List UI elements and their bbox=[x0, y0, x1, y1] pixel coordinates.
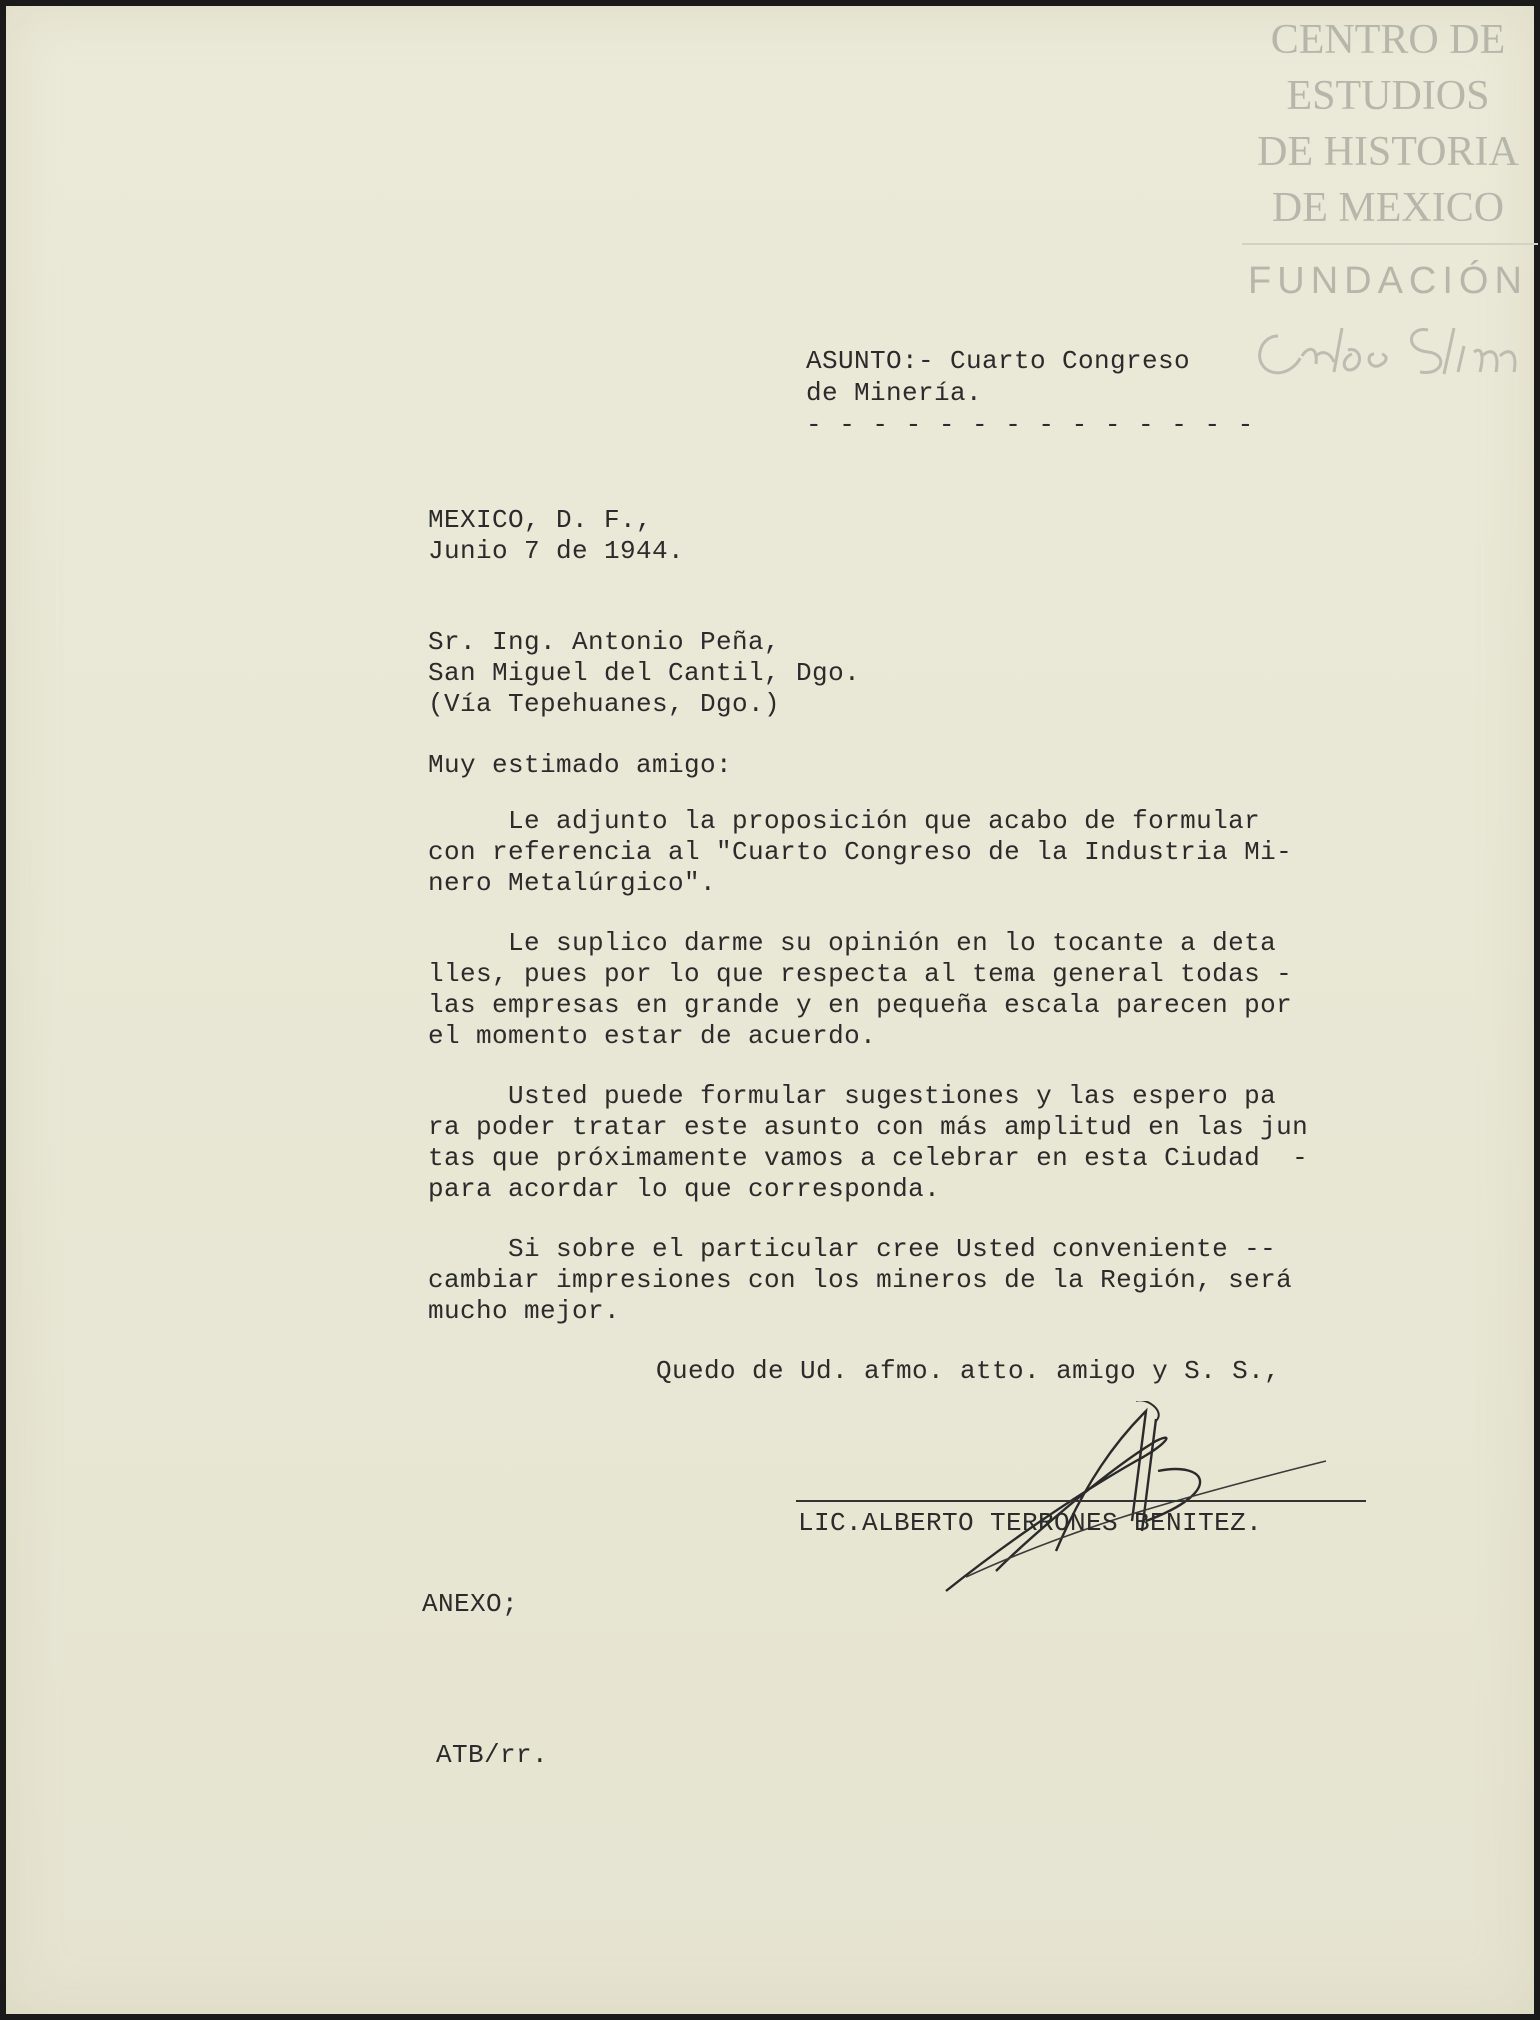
signer-name: LIC.ALBERTO TERRONES BENITEZ. bbox=[798, 1508, 1263, 1538]
body-line: ra poder tratar este asunto con más amplitud en las jun bbox=[428, 1112, 1309, 1142]
stamp-divider bbox=[1242, 243, 1538, 245]
body-line: lles, pues por lo que respecta al tema general todas - bbox=[428, 959, 1293, 989]
body-line: cambiar impresiones con los mineros de la Región, será bbox=[428, 1265, 1293, 1295]
recipient-line: San Miguel del Cantil, Dgo. bbox=[428, 658, 861, 688]
stamp-signature-logo bbox=[1238, 306, 1538, 396]
date-line: MEXICO, D. F., bbox=[428, 505, 653, 535]
reference-initials: ATB/rr. bbox=[436, 1740, 549, 1770]
stamp-line: DE MEXICO bbox=[1271, 185, 1505, 231]
recipient-line: (Vía Tepehuanes, Dgo.) bbox=[428, 689, 781, 719]
enclosure-note: ANEXO; bbox=[422, 1589, 519, 1619]
body-line: las empresas en grande y en pequeña escala parecen por bbox=[428, 990, 1293, 1020]
subject-line: de Minería. bbox=[806, 378, 983, 408]
body-line: Si sobre el particular cree Usted conveniente -- bbox=[428, 1234, 1277, 1264]
subject-line: ASUNTO:- Cuarto Congreso bbox=[806, 346, 1191, 376]
archive-stamp bbox=[1238, 12, 1538, 236]
stamp-line: ESTUDIOS bbox=[1286, 73, 1490, 119]
body-line: el momento estar de acuerdo. bbox=[428, 1021, 877, 1051]
body-line: para acordar lo que corresponda. bbox=[428, 1174, 941, 1204]
body-line: con referencia al "Cuarto Congreso de la Industria Mi- bbox=[428, 837, 1293, 867]
body-line: tas que próximamente vamos a celebrar en esta Ciudad - bbox=[428, 1143, 1309, 1173]
stamp-line: CENTRO DE bbox=[1270, 17, 1506, 63]
body-line: Le suplico darme su opinión en lo tocante a deta bbox=[428, 928, 1277, 958]
stamp-fundacion: FUNDACIÓN bbox=[1248, 260, 1528, 302]
body-line: Le adjunto la proposición que acabo de formular bbox=[428, 806, 1261, 836]
subject-rule: - - - - - - - - - - - - - - bbox=[806, 410, 1255, 440]
signature-rule bbox=[796, 1500, 1366, 1502]
body-line: Usted puede formular sugestiones y las espero pa bbox=[428, 1081, 1277, 1111]
closing: Quedo de Ud. afmo. atto. amigo y S. S., bbox=[656, 1356, 1281, 1386]
salutation: Muy estimado amigo: bbox=[428, 750, 733, 780]
body-line: mucho mejor. bbox=[428, 1296, 621, 1326]
date-line: Junio 7 de 1944. bbox=[428, 536, 685, 566]
stamp-line: DE HISTORIA bbox=[1257, 129, 1519, 175]
letter-page bbox=[6, 6, 1534, 2014]
recipient-line: Sr. Ing. Antonio Peña, bbox=[428, 627, 781, 657]
body-line: nero Metalúrgico". bbox=[428, 868, 717, 898]
